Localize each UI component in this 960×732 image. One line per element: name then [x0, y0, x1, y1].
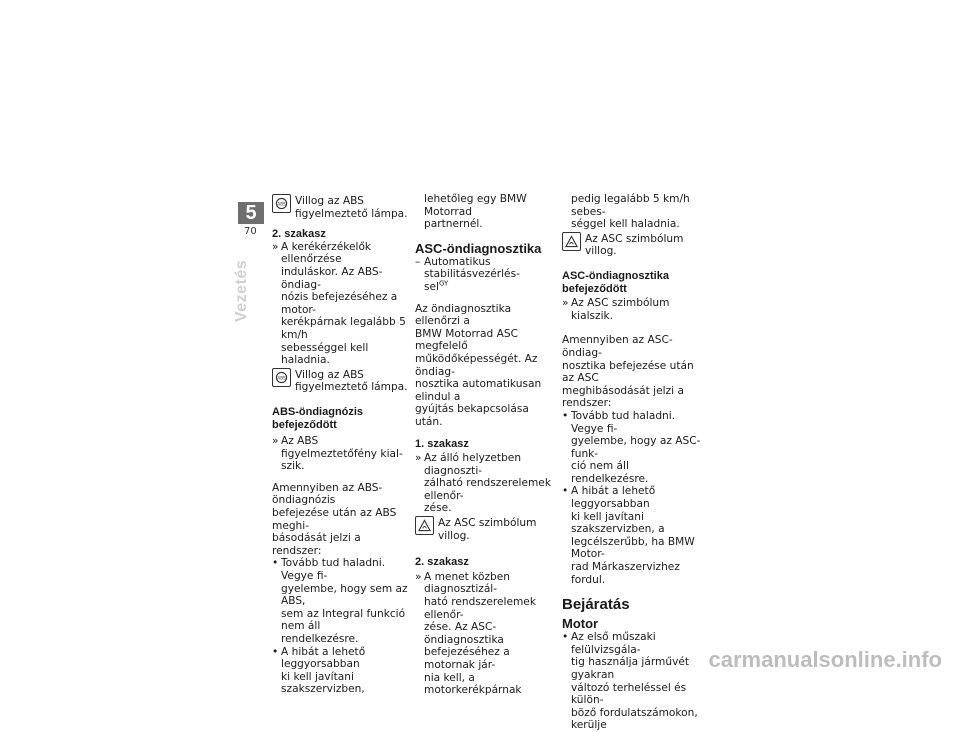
- watermark: carmanualsonline.info: [708, 647, 942, 673]
- bullet-item: • Tovább tud haladni. Vegye fi- gyelembe, hogy sem az ABS, sem az Integral funkció nem áll rendelkezésre.: [272, 557, 408, 645]
- section-heading: 1. szakasz: [415, 437, 469, 450]
- step-item: » A kerékérzékelők ellenőrzése induláskor. Az ABS-öndiag- nózis befejezéséhez a motor- kerékpárnak legalább 5 km/h sebességgel kell haladnia.: [272, 240, 406, 367]
- note-text: Villog az ABS figyelmeztető lámpa.: [295, 368, 408, 394]
- column-3: [562, 193, 702, 732]
- bullet-item: • A hibát a lehető leggyorsabban ki kell javítani szakszervizben, a legcélszerűbb, ha BMW Motor- rad Márkaszervizhez fordul.: [562, 485, 695, 586]
- bullet-item: • A hibát a lehető leggyorsabban ki kell javítani szakszervizben,: [272, 645, 366, 696]
- bullet-item: • Tovább tud haladni. Vegye fi- gyelembe, hogy az ASC-funk- ció nem áll rendelkezésre.: [562, 409, 701, 485]
- section-heading: Bejáratás: [562, 596, 630, 614]
- paragraph: Amennyiben az ASC-öndiag- nosztika befejezése után az ASC meghibásodását jelzi a rendszer:: [562, 334, 694, 410]
- note-text: Villog az ABS figyelmeztető lámpa.: [295, 195, 408, 220]
- column-1: [272, 193, 412, 696]
- continued-text: lehetőleg egy BMW Motorrad partnernél.: [424, 193, 527, 231]
- section-heading: ASC-öndiagnosztika: [415, 240, 542, 256]
- section-heading: ASC-öndiagnosztika befejeződött: [562, 269, 669, 295]
- abs-warning-note: [272, 368, 412, 394]
- step-item: » A menet közben diagnosztizál- ható rendszerelemek ellenőr- zése. Az ASC-öndiagnosztika befejezéséhez a motornak jár- nia kell, a motorkerékpárnak: [415, 570, 536, 697]
- svg-text:ABS: ABS: [277, 201, 286, 207]
- paragraph: Az öndiagnosztika ellenőrzi a BMW Motorrad ASC megfelelő működőképességét. Az öndiag- nosztika automatikusan elindul a gyújtás bekapcsolása után.: [415, 302, 542, 428]
- abs-warning-icon: [272, 194, 291, 213]
- chapter-number: 5: [238, 202, 264, 224]
- step-item: » Az ASC szimbólum kialszik.: [562, 297, 670, 322]
- column-2: [415, 193, 555, 697]
- asc-warning-icon: [415, 516, 434, 535]
- dash-item: – Automatikus stabilitásvezérlés- sel$^{GY}$: [415, 255, 520, 293]
- step-item: » Az álló helyzetben diagnoszti- zálható rendszerelemek ellenőr- zése.: [415, 452, 551, 515]
- abs-warning-note: [272, 194, 412, 220]
- section-heading: 2. szakasz: [272, 228, 326, 241]
- section-heading: 2. szakasz: [415, 556, 469, 569]
- note-text: Az ASC szimbólum villog.: [585, 232, 684, 258]
- chapter-side-title: Vezetés: [233, 259, 250, 322]
- asc-warning-icon: [562, 232, 581, 251]
- asc-warning-note: [562, 232, 702, 258]
- svg-text:ABS: ABS: [277, 375, 286, 381]
- continued-text: pedig legalább 5 km/h sebes- séggel kell haladnia.: [571, 193, 690, 231]
- step-item: » Az ABS figyelmeztetőfény kial- szik.: [272, 435, 403, 473]
- bullet-item: • Az első műszaki felülvizsgála- tig használja járművét gyakran változó terheléssel és külön- böző fordulatszámokon, kerülje: [562, 631, 698, 732]
- abs-warning-icon: [272, 368, 291, 387]
- page-number: 70: [244, 226, 257, 237]
- paragraph: Amennyiben az ABS-öndiagnózis befejezése után az ABS meghi- básodását jelzi a rendszer:: [272, 481, 397, 557]
- section-heading: ABS-öndiagnózis befejeződött: [272, 405, 364, 431]
- note-text: Az ASC szimbólum villog.: [438, 517, 537, 542]
- asc-warning-note: [415, 516, 555, 542]
- subsection-heading: Motor: [562, 616, 599, 632]
